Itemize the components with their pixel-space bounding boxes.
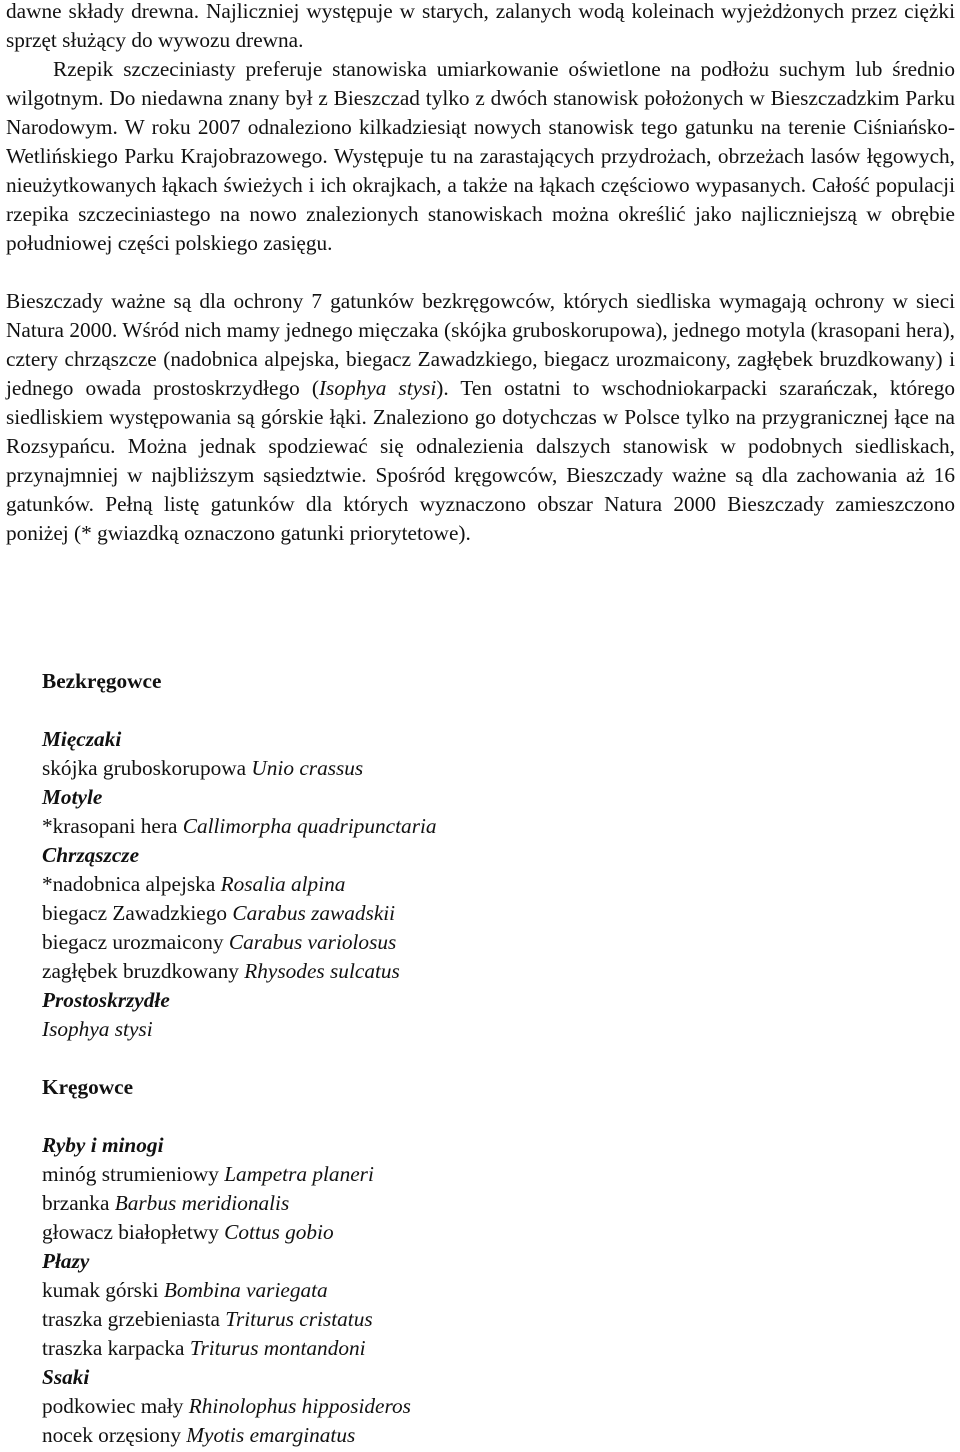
species-common-name: biegacz Zawadzkiego	[42, 901, 233, 925]
species-entry-fish	[42, 1218, 437, 1247]
heading-beetles: Chrząszcze	[42, 843, 140, 867]
heading-vertebrates: Kręgowce	[42, 1075, 134, 1099]
species-latin-name: Triturus montandoni	[189, 1336, 366, 1360]
species-common-name: traszka grzebieniasta	[42, 1307, 226, 1331]
species-latin-name: Triturus cristatus	[225, 1307, 373, 1331]
heading-butterflies: Motyle	[42, 785, 103, 809]
species-entry-mammals	[42, 1421, 437, 1450]
paragraph-natura-part2: ). Ten ostatni to wschodniokarpacki szarańczak, którego siedliskiem występowania są górskie łąki. Znaleziono go dotychczas w Polsce tylko na przygranicznej łące na Rozsypańcu. Można jednak spodziewać się odnalezienia dalszych stanowisk w podobnych siedliskach, przynajmniej w najbliższym sąsiedztwie. Spośród kręgowców, Bieszczady ważne są dla zachowania aż 16 gatunków. Pełną listę gatunków dla których wyznaczono obszar Natura 2000 Bieszczady zamieszczono poniżej (* gwiazdką oznaczono gatunki priorytetowe).	[6, 376, 955, 545]
paragraph-intro-line1: dawne składy drewna. Najliczniej występuje w starych, zalanych wodą koleinach wyjeżdżonych przez ciężki sprzęt służący do wywozu drewna.	[6, 0, 955, 52]
heading-orthoptera: Prostoskrzydłe	[42, 988, 170, 1012]
species-list	[42, 667, 437, 1450]
heading-mammals: Ssaki	[42, 1365, 90, 1389]
paragraph-intro-body: Rzepik szczeciniasty preferuje stanowiska umiarkowanie oświetlone na podłożu suchym lub średnio wilgotnym. Do niedawna znany był z Bieszczad tylko z dwóch stanowisk położonych w Bieszczadzkim Parku Narodowym. W roku 2007 odnaleziono kilkadziesiąt nowych stanowisk tego gatunku na terenie Ciśniańsko-Wetlińskiego Parku Krajobrazowego. Występuje tu na zarastających przydrożach, obrzeżach lasów łęgowych, nieużytkowanych łąkach świeżych i ich okrajkach, a także na łąkach częściowo wypasanych. Całość populacji rzepika szczeciniastego na nowo znalezionych stanowiskach można określić jako najliczniejszą w obrębie południowej części polskiego zasięgu.	[6, 57, 955, 255]
species-common-name: *nadobnica alpejska	[42, 872, 221, 896]
species-latin-name: Callimorpha quadripunctaria	[182, 814, 437, 838]
heading-molluscs: Mięczaki	[42, 727, 122, 751]
species-entry-orthoptera	[42, 1015, 437, 1044]
species-common-name: skójka gruboskorupowa	[42, 756, 252, 780]
species-common-name: biegacz urozmaicony	[42, 930, 229, 954]
species-entry-beetles	[42, 957, 437, 986]
species-common-name: minóg strumieniowy	[42, 1162, 225, 1186]
species-latin-name: Lampetra planeri	[224, 1162, 374, 1186]
species-latin-name: Carabus zawadskii	[232, 901, 396, 925]
species-common-name: nocek orzęsiony	[42, 1423, 187, 1447]
paragraph-natura-italic: Isophya stysi	[318, 376, 437, 400]
species-latin-name: Bombina variegata	[163, 1278, 328, 1302]
species-latin-name: Unio crassus	[251, 756, 364, 780]
species-common-name: kumak górski	[42, 1278, 164, 1302]
species-common-name: głowacz białopłetwy	[42, 1220, 225, 1244]
species-latin-name: Rhysodes sulcatus	[244, 959, 400, 983]
species-entry-fish	[42, 1160, 437, 1189]
paragraph-natura	[6, 287, 955, 548]
species-entry-molluscs	[42, 754, 437, 783]
species-entry-butterflies	[42, 812, 437, 841]
heading-amphibians: Płazy	[42, 1249, 90, 1273]
species-entry-beetles	[42, 899, 437, 928]
species-entry-amphibians	[42, 1334, 437, 1363]
species-latin-name: Carabus variolosus	[228, 930, 397, 954]
species-latin-name: Cottus gobio	[224, 1220, 334, 1244]
paragraph-intro	[6, 0, 955, 258]
species-common-name: podkowiec mały	[42, 1394, 189, 1418]
species-common-name: brzanka	[42, 1191, 115, 1215]
species-common-name: *krasopani hera	[42, 814, 183, 838]
species-latin-name: Myotis emarginatus	[186, 1423, 356, 1447]
species-latin-name: Rosalia alpina	[220, 872, 346, 896]
species-common-name: zagłębek bruzdkowany	[42, 959, 245, 983]
species-entry-amphibians	[42, 1305, 437, 1334]
species-latin-name: Rhinolophus hipposideros	[188, 1394, 411, 1418]
species-entry-amphibians	[42, 1276, 437, 1305]
species-entry-beetles	[42, 928, 437, 957]
paragraph-natura-part1: Bieszczady ważne są dla ochrony 7 gatunków bezkręgowców, których siedliska wymagają ochrony w sieci Natura 2000. Wśród nich mamy jednego mięczaka (skójka gruboskorupowa), jednego motyla (krasopani hera), cztery chrząszcze (nadobnica alpejska, biegacz Zawadzkiego, biegacz urozmaicony, zagłębek bruzdkowany) i jednego owada prostoskrzydłego (	[6, 289, 955, 400]
species-entry-beetles	[42, 870, 437, 899]
species-entry-mammals	[42, 1392, 437, 1421]
heading-fish: Ryby i minogi	[42, 1133, 164, 1157]
paragraph-gap	[6, 258, 955, 287]
species-latin-name: Barbus meridionalis	[114, 1191, 290, 1215]
species-latin-name: Isophya stysi	[42, 1017, 153, 1041]
species-entry-fish	[42, 1189, 437, 1218]
document-page	[6, 0, 955, 548]
heading-invertebrates: Bezkręgowce	[42, 669, 162, 693]
species-common-name: traszka karpacka	[42, 1336, 190, 1360]
